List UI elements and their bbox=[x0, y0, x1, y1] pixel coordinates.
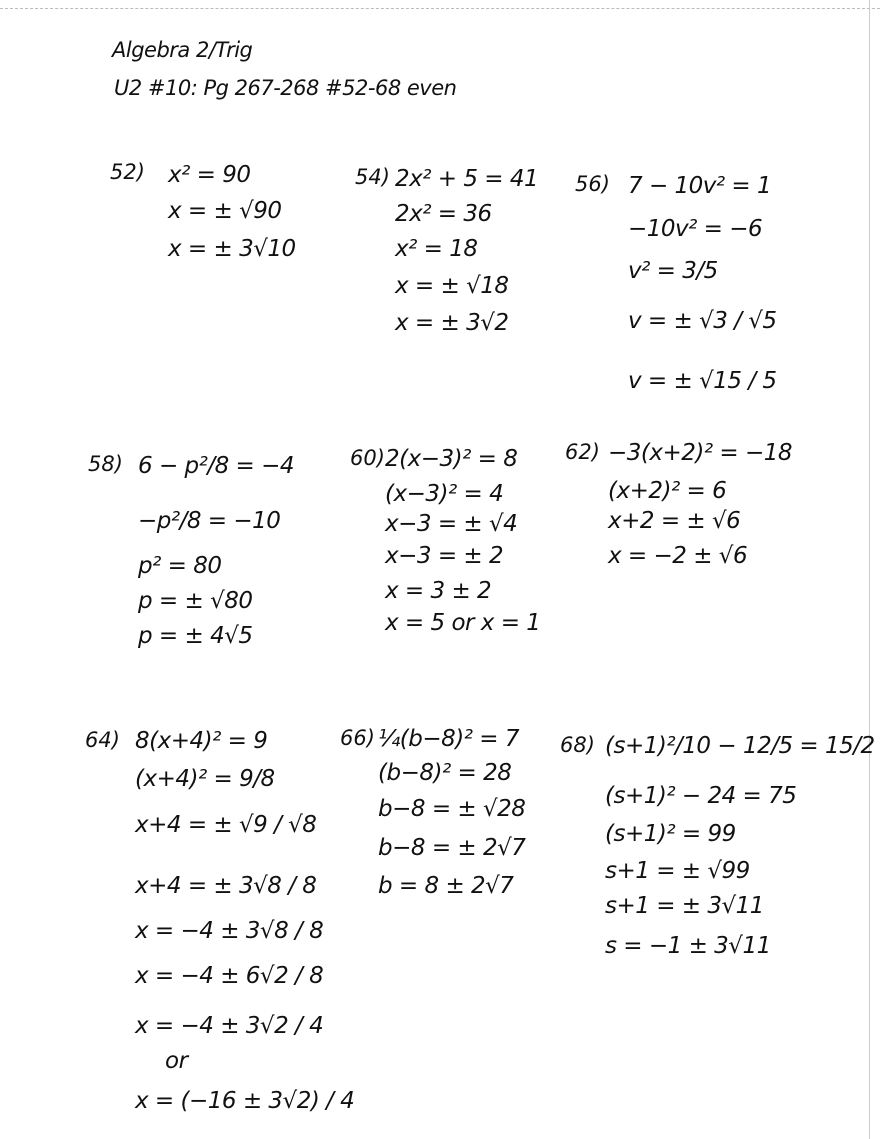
solution-step: x = ± √90 bbox=[168, 198, 282, 224]
problem-number: 54) bbox=[355, 165, 390, 189]
solution-step: (s+1)²/10 − 12/5 = 15/2 bbox=[605, 733, 875, 759]
solution-step: x = 3 ± 2 bbox=[385, 578, 492, 604]
solution-step: x = 5 or x = 1 bbox=[385, 610, 541, 636]
solution-step: s = −1 ± 3√11 bbox=[605, 933, 771, 959]
solution-step: v = ± √15 / 5 bbox=[628, 368, 777, 394]
solution-step: or bbox=[165, 1048, 188, 1074]
problem-number: 66) bbox=[340, 726, 375, 750]
solution-step: −p²/8 = −10 bbox=[138, 508, 281, 534]
solution-step: x = −4 ± 6√2 / 8 bbox=[135, 963, 324, 989]
solution-step: 6 − p²/8 = −4 bbox=[138, 453, 295, 479]
solution-step: (b−8)² = 28 bbox=[378, 760, 512, 786]
problem-number: 52) bbox=[110, 160, 145, 184]
solution-step: ¼(b−8)² = 7 bbox=[378, 726, 519, 752]
solution-step: x = ± 3√2 bbox=[395, 310, 509, 336]
solution-step: x = −4 ± 3√2 / 4 bbox=[135, 1013, 324, 1039]
solution-step: (x−3)² = 4 bbox=[385, 481, 504, 507]
page-edge bbox=[869, 0, 870, 1139]
solution-step: p² = 80 bbox=[138, 553, 222, 579]
problem-number: 58) bbox=[88, 452, 123, 476]
problem-number: 60) bbox=[350, 446, 385, 470]
solution-step: (s+1)² − 24 = 75 bbox=[605, 783, 797, 809]
solution-step: (x+4)² = 9/8 bbox=[135, 766, 275, 792]
scan-edge bbox=[0, 0, 880, 9]
solution-step: 7 − 10v² = 1 bbox=[628, 173, 772, 199]
solution-step: s+1 = ± √99 bbox=[605, 858, 750, 884]
solution-step: x+4 = ± 3√8 / 8 bbox=[135, 873, 317, 899]
course-title: Algebra 2/Trig bbox=[112, 38, 253, 62]
solution-step: x−3 = ± 2 bbox=[385, 543, 504, 569]
solution-step: x+4 = ± √9 / √8 bbox=[135, 812, 317, 838]
solution-step: 2(x−3)² = 8 bbox=[385, 446, 518, 472]
solution-step: b = 8 ± 2√7 bbox=[378, 873, 514, 899]
solution-step: −3(x+2)² = −18 bbox=[608, 440, 793, 466]
solution-step: 2x² + 5 = 41 bbox=[395, 166, 539, 192]
assignment-title: U2 #10: Pg 267-268 #52-68 even bbox=[114, 76, 457, 100]
solution-step: x² = 90 bbox=[168, 162, 251, 188]
solution-step: 8(x+4)² = 9 bbox=[135, 728, 268, 754]
problem-number: 64) bbox=[85, 728, 120, 752]
solution-step: x+2 = ± √6 bbox=[608, 508, 741, 534]
solution-step: s+1 = ± 3√11 bbox=[605, 893, 764, 919]
solution-step: x² = 18 bbox=[395, 236, 478, 262]
solution-step: v = ± √3 / √5 bbox=[628, 308, 777, 334]
solution-step: 2x² = 36 bbox=[395, 201, 492, 227]
solution-step: x = −2 ± √6 bbox=[608, 543, 748, 569]
solution-step: (x+2)² = 6 bbox=[608, 478, 727, 504]
solution-step: x = ± 3√10 bbox=[168, 236, 296, 262]
solution-step: (s+1)² = 99 bbox=[605, 821, 736, 847]
solution-step: v² = 3/5 bbox=[628, 258, 718, 284]
solution-step: −10v² = −6 bbox=[628, 216, 763, 242]
solution-step: p = ± √80 bbox=[138, 588, 253, 614]
solution-step: p = ± 4√5 bbox=[138, 623, 253, 649]
problem-number: 56) bbox=[575, 172, 610, 196]
solution-step: x−3 = ± √4 bbox=[385, 511, 518, 537]
solution-step: b−8 = ± √28 bbox=[378, 796, 526, 822]
problem-number: 62) bbox=[565, 440, 600, 464]
problem-number: 68) bbox=[560, 733, 595, 757]
solution-step: x = ± √18 bbox=[395, 273, 509, 299]
solution-step: x = (−16 ± 3√2) / 4 bbox=[135, 1088, 355, 1114]
solution-step: x = −4 ± 3√8 / 8 bbox=[135, 918, 324, 944]
solution-step: b−8 = ± 2√7 bbox=[378, 835, 526, 861]
